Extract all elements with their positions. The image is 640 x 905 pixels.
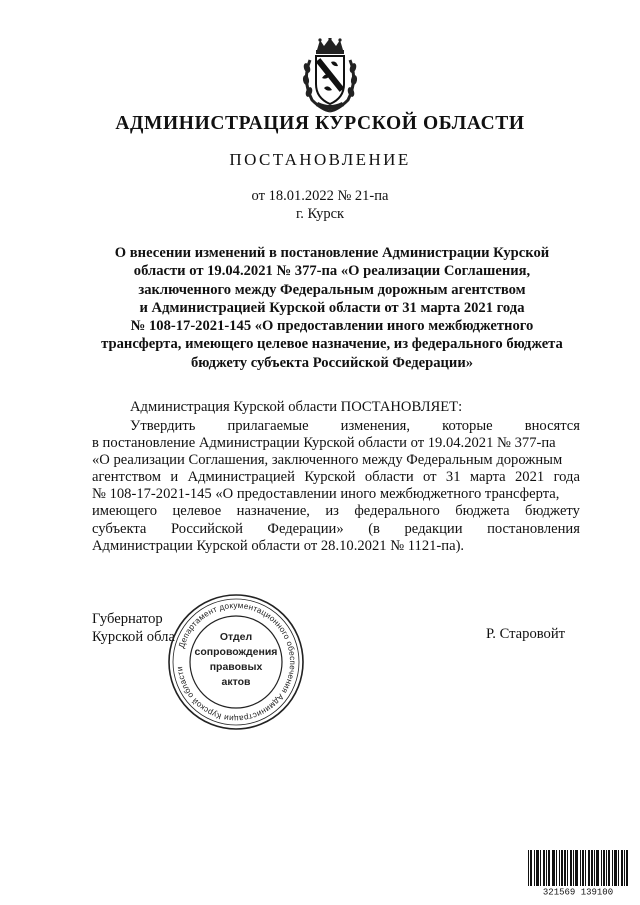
- body-word: № 108-17-2021-145 «О предоставлении иного межбюджетного трансферта,: [92, 486, 560, 503]
- body-word: бюджету: [525, 503, 580, 520]
- barcode-bar: [554, 850, 555, 886]
- body-word: года: [553, 469, 580, 486]
- barcode-bar: [603, 850, 604, 886]
- body-word: Федерации»: [267, 520, 344, 537]
- barcode-bar: [608, 850, 609, 886]
- barcode-bar: [582, 850, 583, 886]
- barcode-bar: [573, 850, 574, 886]
- barcode-bar: [543, 850, 544, 886]
- body-word: субъекта: [92, 520, 147, 537]
- body-word: (в: [368, 520, 380, 537]
- barcode-bar: [575, 850, 576, 886]
- barcode-bar: [594, 850, 595, 886]
- barcode-bar: [538, 850, 539, 886]
- body-word: из: [325, 503, 339, 520]
- stamp-text-line: актов: [221, 676, 251, 688]
- barcode-bar: [537, 850, 538, 886]
- body-word: имеющего: [92, 503, 158, 520]
- barcode-bar: [601, 850, 602, 886]
- barcode-bar: [528, 850, 529, 886]
- barcode-bar: [616, 850, 617, 886]
- body-line: [92, 521, 580, 538]
- barcode-bar: [556, 850, 557, 886]
- body-word: вносятся: [524, 418, 580, 434]
- barcode-bar: [598, 850, 599, 886]
- body-word: и: [170, 469, 179, 486]
- barcode-bar: [571, 850, 572, 886]
- barcode-bar: [559, 850, 560, 886]
- barcode-bar: [627, 850, 628, 886]
- barcode-bar: [548, 850, 549, 886]
- stamp-ring-text: Департамент документационного обеспечения Администрации Курской области: [175, 600, 298, 724]
- body-word: редакции: [404, 520, 463, 537]
- body-word: постановления: [487, 520, 580, 537]
- barcode-bar: [583, 850, 584, 886]
- barcode-bar: [540, 850, 541, 886]
- stamp-text-line: правовых: [209, 661, 263, 673]
- document-type-heading: ПОСТАНОВЛЕНИЕ: [229, 150, 411, 169]
- barcode-bar: [591, 850, 592, 886]
- barcode-bar: [588, 850, 589, 886]
- barcode-bar: [531, 850, 532, 886]
- barcode-bar: [553, 850, 554, 886]
- body-line: [92, 538, 580, 555]
- title-line: бюджету субъекта Российской Федерации»: [190, 354, 474, 371]
- body-word: в постановление Администрации Курской области от 19.04.2021 № 377-па: [92, 435, 556, 452]
- signatory-position-line: Курской обла: [92, 629, 175, 645]
- barcode-bar: [549, 850, 550, 886]
- barcode-bar: [624, 850, 625, 886]
- body-word: Российской: [170, 520, 243, 537]
- barcode-bar: [597, 850, 598, 886]
- barcode-bar: [552, 850, 553, 886]
- body-word: федерального: [354, 503, 440, 520]
- barcode-bar: [589, 850, 590, 886]
- organization-heading: АДМИНИСТРАЦИЯ КУРСКОЙ ОБЛАСТИ: [115, 113, 525, 134]
- barcode-bar: [570, 850, 571, 886]
- barcode-bar: [622, 850, 623, 886]
- barcode-bar: [546, 850, 547, 886]
- barcode-bar: [626, 850, 627, 886]
- document-barcode: [528, 850, 628, 896]
- body-word: агентством: [92, 469, 162, 486]
- title-line: заключенного между Федеральным дорожным агентством: [138, 281, 526, 298]
- barcode-bar: [614, 850, 615, 886]
- document-title: [92, 244, 572, 372]
- barcode-bar: [536, 850, 537, 886]
- body-word: изменения,: [340, 418, 411, 434]
- barcode-bar: [530, 850, 531, 886]
- barcode-bar: [592, 850, 593, 886]
- document-city: г. Курск: [295, 206, 345, 222]
- stamp-text-line: Отдел: [219, 631, 253, 643]
- body-word: марта: [469, 469, 506, 486]
- body-word: целевое: [172, 503, 222, 520]
- barcode-bars: [528, 850, 628, 886]
- body-word: от: [423, 469, 437, 486]
- barcode-number: 321569 139100: [542, 887, 614, 896]
- barcode-bar: [615, 850, 616, 886]
- barcode-bar: [577, 850, 578, 886]
- barcode-bar: [585, 850, 586, 886]
- barcode-bar: [606, 850, 607, 886]
- barcode-bar: [567, 850, 568, 886]
- barcode-bar: [561, 850, 562, 886]
- body-word: 31: [445, 469, 461, 486]
- barcode-bar: [564, 850, 565, 886]
- body-line: [92, 418, 580, 435]
- coat-of-arms-emblem: [300, 38, 360, 114]
- title-line: трансферта, имеющего целевое назначение, из федерального бюджета: [101, 336, 563, 353]
- body-line: [92, 435, 580, 452]
- body-word: 2021: [515, 469, 545, 486]
- body-word: Курской: [304, 469, 356, 486]
- document-date-number: от 18.01.2022 № 21-па: [251, 188, 389, 204]
- barcode-bar: [609, 850, 610, 886]
- title-line: и Администрацией Курской области от 31 марта 2021 года: [139, 299, 525, 316]
- body-intro: Администрация Курской области ПОСТАНОВЛЯЕТ:: [130, 399, 463, 415]
- body-paragraph: [92, 418, 580, 555]
- barcode-bar: [612, 850, 613, 886]
- body-word: «О реализации Соглашения, заключенного между Федеральным дорожным: [92, 452, 563, 469]
- barcode-bar: [544, 850, 545, 886]
- barcode-bar: [618, 850, 619, 886]
- barcode-bar: [621, 850, 622, 886]
- body-line: [92, 452, 580, 469]
- body-word: Администрации Курской области от 28.10.2021 № 1121-па).: [92, 537, 465, 554]
- barcode-bar: [580, 850, 581, 886]
- body-word: Администрацией: [187, 469, 295, 486]
- body-word: назначение,: [236, 503, 310, 520]
- stamp-text-line: сопровождения: [194, 646, 278, 658]
- body-word: которые: [442, 418, 493, 434]
- barcode-bar: [576, 850, 577, 886]
- signatory-name: Р. Старовойт: [486, 626, 566, 642]
- barcode-bar: [534, 850, 535, 886]
- body-word: области: [364, 469, 414, 486]
- barcode-bar: [565, 850, 566, 886]
- body-line: [92, 486, 580, 503]
- body-word: прилагаемые: [227, 418, 309, 434]
- signatory-position-line: Губернатор: [92, 611, 163, 627]
- barcode-bar: [604, 850, 605, 886]
- body-word: Утвердить: [130, 418, 196, 434]
- department-stamp: [166, 592, 306, 732]
- body-line: [92, 503, 580, 520]
- title-line: О внесении изменений в постановление Администрации Курской: [114, 245, 550, 261]
- signatory-position: [92, 610, 175, 646]
- title-line: области от 19.04.2021 № 377-па «О реализации Соглашения,: [133, 263, 531, 280]
- barcode-bar: [562, 850, 563, 886]
- barcode-bar: [596, 850, 597, 886]
- title-line: № 108-17-2021-145 «О предоставлении иного межбюджетного: [130, 318, 534, 335]
- body-line: [92, 469, 580, 486]
- body-word: бюджета: [455, 503, 510, 520]
